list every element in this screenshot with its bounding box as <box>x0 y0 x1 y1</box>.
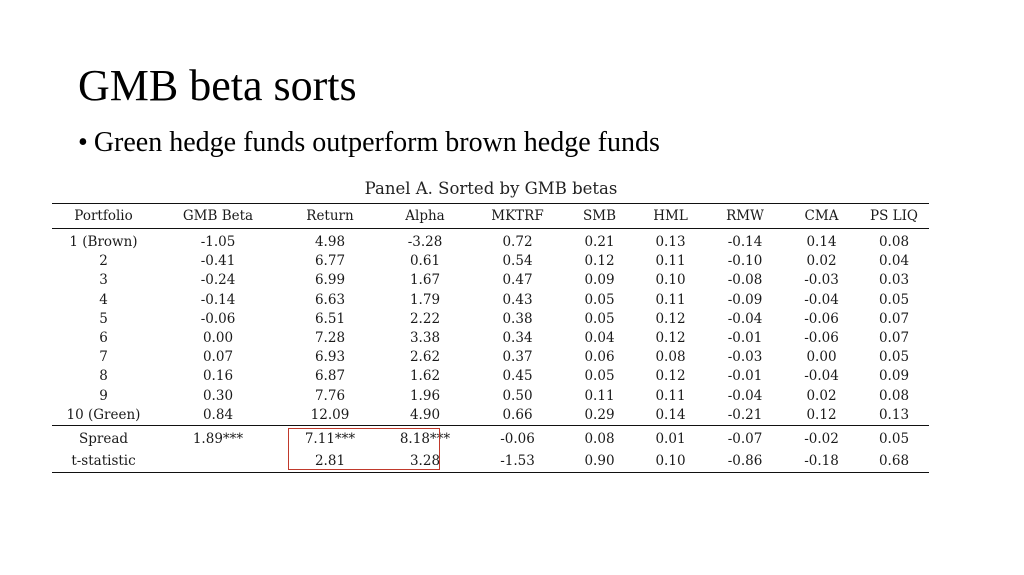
table-header-row <box>52 204 929 229</box>
table-cell: 0.05 <box>859 425 929 451</box>
table-cell: 0.14 <box>806 234 837 251</box>
table-cell: 4.98 <box>314 234 346 251</box>
table-cell: 0.45 <box>502 368 533 385</box>
table-cell: 2.62 <box>409 349 441 366</box>
column-header: Return <box>281 204 379 229</box>
table-cell: 0.66 <box>502 406 533 423</box>
table-row <box>52 348 929 367</box>
portfolio-label: 7 <box>99 349 108 366</box>
table-cell: 7.76 <box>314 387 346 404</box>
table-cell: 0.12 <box>655 330 686 347</box>
table-cell: 0.05 <box>584 291 615 308</box>
table-cell: 6.51 <box>314 310 346 327</box>
column-header: Alpha <box>379 204 471 229</box>
column-header: Portfolio <box>52 204 155 229</box>
table-cell: 0.10 <box>655 272 686 289</box>
table-cell: 0.00 <box>202 330 234 347</box>
table-cell: -0.06 <box>200 310 236 327</box>
table-cell: -0.04 <box>727 387 763 404</box>
table-cell: 0.09 <box>878 368 910 385</box>
table-row <box>52 229 929 253</box>
table-cell: 0.07 <box>202 349 234 366</box>
portfolio-label: 4 <box>99 291 108 308</box>
table-cell: 0.07 <box>878 330 910 347</box>
table-row <box>52 329 929 348</box>
table-cell: 1.62 <box>409 368 441 385</box>
summary-label: t-statistic <box>52 451 155 473</box>
table-cell: 0.21 <box>584 234 615 251</box>
table-cell: 0.08 <box>878 387 910 404</box>
portfolio-label: 5 <box>99 310 108 327</box>
table-cell: -0.02 <box>784 425 859 451</box>
table-cell: 0.72 <box>502 234 533 251</box>
table-cell: 0.30 <box>202 387 234 404</box>
table-cell: -0.03 <box>727 349 763 366</box>
panel-title: Panel A. Sorted by GMB betas <box>364 179 618 198</box>
table-cell: 0.12 <box>655 310 686 327</box>
table-cell: 2.81 <box>281 451 379 473</box>
table-cell: -0.86 <box>706 451 784 473</box>
table-cell: 7.28 <box>314 330 346 347</box>
table-cell: 0.11 <box>584 387 615 404</box>
table-cell: 0.08 <box>564 425 635 451</box>
slide-title: GMB beta sorts <box>78 61 357 110</box>
table-cell: -0.07 <box>706 425 784 451</box>
table-cell: 3.38 <box>409 330 441 347</box>
table-cell: 0.90 <box>564 451 635 473</box>
table-cell: 0.05 <box>584 310 615 327</box>
table-cell: 1.96 <box>409 387 441 404</box>
table-cell: 0.68 <box>859 451 929 473</box>
table-cell: -0.04 <box>804 368 839 385</box>
column-header: PS LIQ <box>859 204 929 229</box>
table-cell: 0.29 <box>584 406 615 423</box>
table-cell: 3.28 <box>379 451 471 473</box>
portfolio-label: 6 <box>99 330 108 347</box>
table-cell: 0.38 <box>502 310 533 327</box>
table-cell: 0.01 <box>635 425 706 451</box>
spread-row <box>52 425 929 451</box>
table-cell: 0.54 <box>502 253 533 270</box>
bullet-dot-icon: • <box>78 127 88 158</box>
table-cell: 0.12 <box>655 368 686 385</box>
table-cell: 0.61 <box>409 253 441 270</box>
column-header: RMW <box>706 204 784 229</box>
table-cell: 6.99 <box>314 272 346 289</box>
table-cell: 0.47 <box>502 272 533 289</box>
table-cell: 6.63 <box>314 291 346 308</box>
table-cell <box>155 451 281 473</box>
table-cell: 0.02 <box>806 387 837 404</box>
table-cell: 7.11*** <box>281 425 379 451</box>
table-cell: 0.04 <box>878 253 910 270</box>
table-cell: 0.16 <box>202 368 234 385</box>
table-cell: -0.21 <box>727 406 763 423</box>
table-cell: 0.02 <box>806 253 837 270</box>
column-header: GMB Beta <box>155 204 281 229</box>
table-row <box>52 291 929 310</box>
table-cell: 0.34 <box>502 330 533 347</box>
summary-label: Spread <box>52 425 155 451</box>
table-cell: 2.22 <box>409 310 441 327</box>
table-cell: 0.11 <box>655 387 686 404</box>
results-table <box>52 203 929 473</box>
table-cell: -0.01 <box>727 368 763 385</box>
portfolio-label: 2 <box>99 253 108 270</box>
table-cell: 0.05 <box>878 349 910 366</box>
bullet-text: Green hedge funds outperform brown hedge funds <box>93 127 660 158</box>
table-cell: 1.67 <box>409 272 441 289</box>
table-cell: 0.50 <box>502 387 533 404</box>
table-cell: -0.03 <box>804 272 839 289</box>
table-row <box>52 310 929 329</box>
table-row <box>52 271 929 290</box>
portfolio-label: 10 (Green) <box>66 406 141 423</box>
table-row <box>52 406 929 426</box>
table-cell: 12.09 <box>310 406 350 423</box>
t-statistic-row <box>52 451 929 473</box>
table-cell: -0.01 <box>727 330 763 347</box>
table-cell: 0.06 <box>584 349 615 366</box>
table-cell: 0.03 <box>878 272 910 289</box>
table-body <box>52 229 929 426</box>
column-header: HML <box>635 204 706 229</box>
table-cell: 0.13 <box>878 406 910 423</box>
table-cell: 0.12 <box>806 406 837 423</box>
column-header: SMB <box>564 204 635 229</box>
table-cell: 0.43 <box>502 291 533 308</box>
table-cell: -0.18 <box>784 451 859 473</box>
table-cell: 8.18*** <box>379 425 471 451</box>
table-cell: 0.04 <box>584 330 615 347</box>
table-cell: -0.08 <box>727 272 763 289</box>
table-cell: -3.28 <box>407 234 443 251</box>
table-cell: 0.37 <box>502 349 533 366</box>
table-summary <box>52 425 929 472</box>
table-cell: -0.24 <box>200 272 236 289</box>
table-cell: 0.12 <box>584 253 615 270</box>
table-cell: 0.84 <box>202 406 234 423</box>
table-cell: 0.10 <box>635 451 706 473</box>
table-cell: 0.11 <box>655 253 686 270</box>
table-cell: 1.79 <box>409 291 441 308</box>
bullet-point <box>78 126 660 160</box>
table-cell: -0.10 <box>727 253 763 270</box>
table-cell: 0.08 <box>655 349 686 366</box>
table-row <box>52 252 929 271</box>
table-cell: 6.93 <box>314 349 346 366</box>
table-cell: 0.08 <box>878 234 910 251</box>
portfolio-label: 1 (Brown) <box>69 234 138 251</box>
table-cell: 0.09 <box>584 272 615 289</box>
portfolio-label: 8 <box>99 368 108 385</box>
table-cell: 0.05 <box>878 291 910 308</box>
column-header: MKTRF <box>471 204 564 229</box>
table-cell: 0.05 <box>584 368 615 385</box>
table-cell: 0.13 <box>655 234 686 251</box>
table-cell: 0.07 <box>878 310 910 327</box>
table-cell: -0.41 <box>200 253 236 270</box>
table-cell: 6.77 <box>314 253 346 270</box>
table-row <box>52 387 929 406</box>
table-cell: 0.14 <box>655 406 686 423</box>
results-table-container <box>52 203 929 473</box>
table-cell: -0.04 <box>804 291 839 308</box>
table-cell: -0.14 <box>727 234 763 251</box>
table-cell: -0.04 <box>727 310 763 327</box>
column-header: CMA <box>784 204 859 229</box>
table-cell: 6.87 <box>314 368 346 385</box>
table-cell: -0.14 <box>200 291 236 308</box>
table-cell: 1.89*** <box>155 425 281 451</box>
table-cell: -1.53 <box>471 451 564 473</box>
table-cell: -0.06 <box>471 425 564 451</box>
portfolio-label: 9 <box>99 387 108 404</box>
table-cell: -1.05 <box>200 234 236 251</box>
table-cell: -0.09 <box>727 291 763 308</box>
table-cell: 4.90 <box>409 406 441 423</box>
table-cell: 0.00 <box>806 349 837 366</box>
table-row <box>52 367 929 386</box>
table-cell: -0.06 <box>804 330 839 347</box>
table-cell: -0.06 <box>804 310 839 327</box>
portfolio-label: 3 <box>99 272 108 289</box>
table-cell: 0.11 <box>655 291 686 308</box>
